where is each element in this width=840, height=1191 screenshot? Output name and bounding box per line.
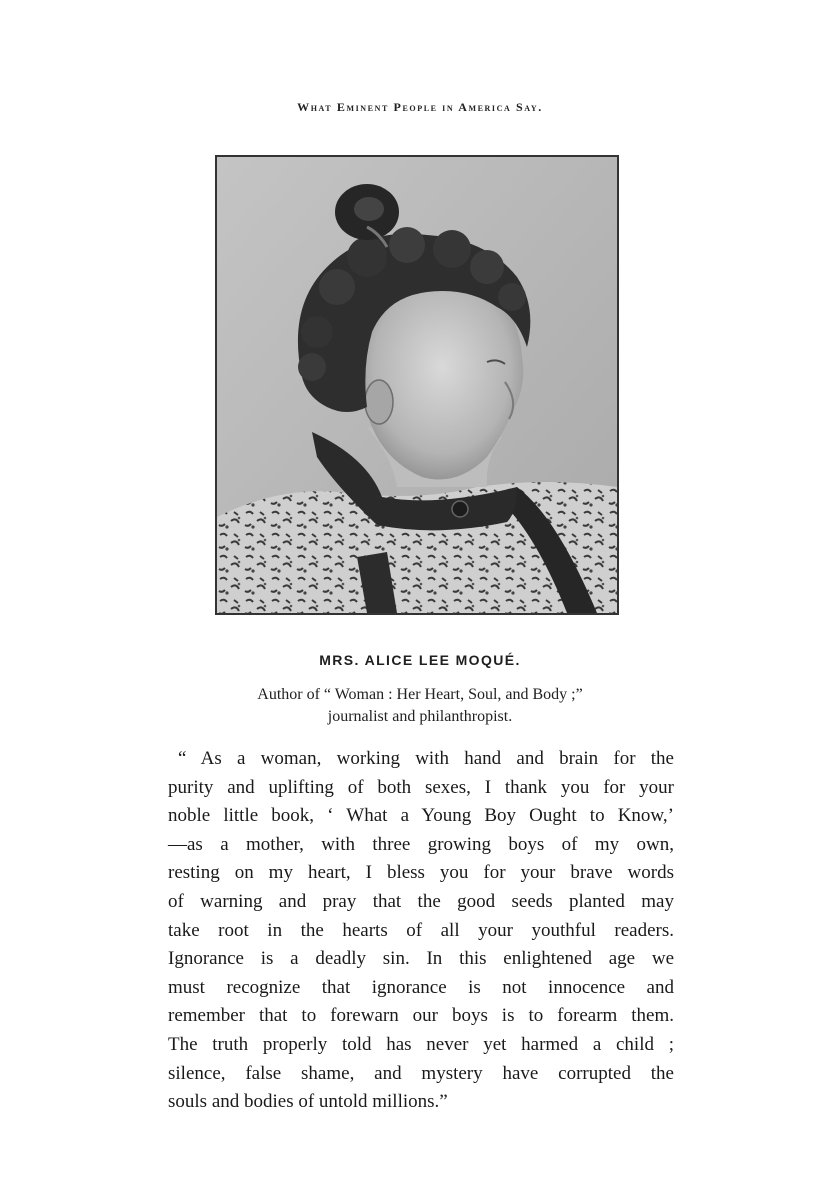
quote-line: of warning and pray that the good seeds planted may <box>168 890 674 912</box>
quote-line: take root in the hearts of all your youthful readers. <box>168 919 674 941</box>
quote-line: remember that to forewarn our boys is to forearm them. <box>168 1005 674 1027</box>
quote-line: must recognize that ignorance is not innocence and <box>168 976 674 998</box>
quote-line: “ As a woman, working with hand and brain for the <box>178 748 674 769</box>
portrait-illustration <box>217 157 617 613</box>
quote-line: The truth properly told has never yet harmed a child ; <box>168 1033 674 1055</box>
quote-line: silence, false shame, and mystery have corrupted the <box>168 1062 674 1084</box>
running-head: What Eminent People in America Say. <box>297 100 543 114</box>
quote-line: Ignorance is a deadly sin. In this enlightened age we <box>168 948 674 970</box>
quote-line: noble little book, ‘ What a Young Boy Ought to Know,’ <box>168 805 674 827</box>
quote-line: souls and bodies of untold millions.” <box>168 1091 448 1113</box>
quote-line: resting on my heart, I bless you for your brave words <box>168 862 674 884</box>
subject-description-line-2: journalist and philanthropist. <box>327 708 513 725</box>
subject-description-line-1: Author of “ Woman : Her Heart, Soul, and Body ;” <box>257 686 583 703</box>
portrait-photo <box>215 155 619 615</box>
quote-line: purity and uplifting of both sexes, I thank you for your <box>168 776 674 798</box>
subject-name: MRS. ALICE LEE MOQUÉ. <box>319 652 521 668</box>
subject-description <box>0 684 840 728</box>
quote-line: —as a mother, with three growing boys of my own, <box>168 833 674 855</box>
testimonial-quote <box>168 745 674 1117</box>
